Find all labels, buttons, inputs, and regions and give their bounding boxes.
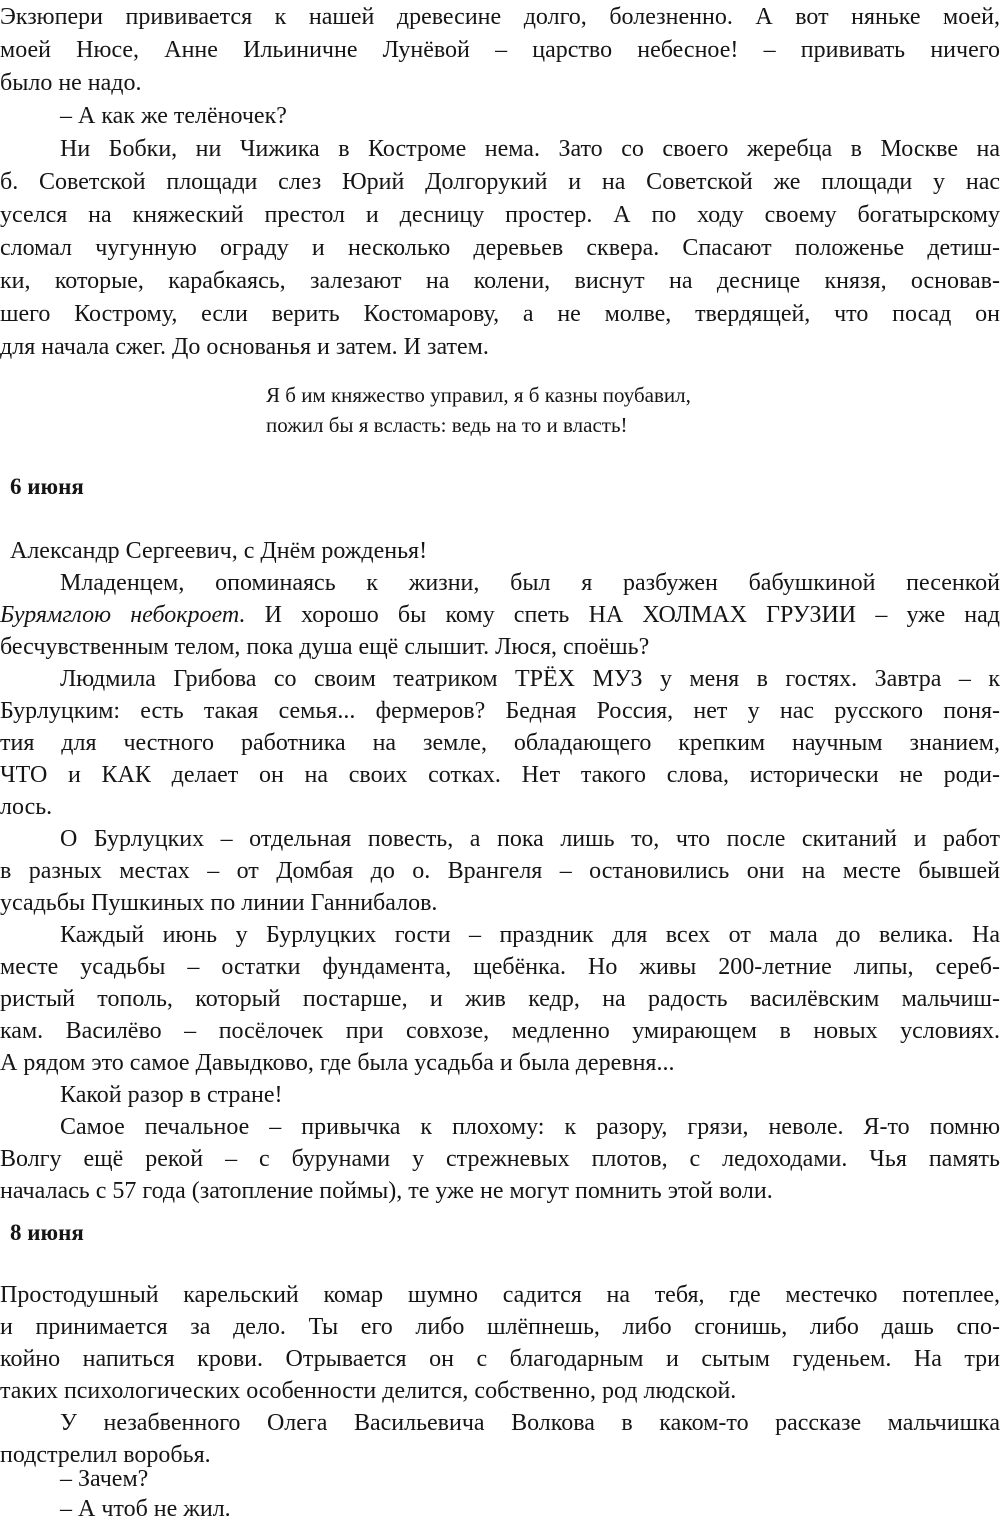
text-line: уселся на княжеский престол и десницу простер. А по ходу своему богатырскому [0, 202, 1000, 228]
text-line: А рядом это самое Давыдково, где была усадьба и была деревня... [0, 1050, 675, 1076]
dialogue-line: – А как же телёночек? [60, 103, 287, 129]
text-line: началась с 57 года (затопление поймы), те уже не могут помнить этой воли. [0, 1178, 773, 1204]
text-line: ЧТО и КАК делает он на своих сотках. Нет такого слова, исторически не роди- [0, 762, 1000, 788]
text-line: Каждый июнь у Бурлуцких гости – праздник для всех от мала до велика. На [60, 922, 1000, 948]
text-line: лось. [0, 794, 53, 820]
date-heading: 8 июня [10, 1220, 84, 1245]
text-line: Ни Бобки, ни Чижика в Костроме нема. Зато со своего жеребца в Москве на [60, 136, 1000, 162]
text-line: У незабвенного Олега Васильевича Волкова в каком-то рассказе мальчишка [60, 1410, 1000, 1436]
text-line: для начала сжег. До основанья и затем. И затем. [0, 334, 489, 360]
text-line: О Бурлуцких – отдельная повесть, а пока лишь то, что после скитаний и работ [60, 826, 1000, 852]
text-line: ки, которые, карабкаясь, залезают на колени, виснут на деснице князя, основав- [0, 268, 1000, 294]
text-line: Людмила Грибова со своим театриком ТРЁХ МУЗ у меня в гостях. Завтра – к [60, 666, 1000, 692]
text-line: моей Нюсе, Анне Ильиничне Лунёвой – царство небесное! – прививать ничего [0, 37, 1000, 63]
date-heading: 6 июня [10, 474, 84, 499]
text-line: таких психологических особенности делится, собственно, род людской. [0, 1378, 737, 1404]
text-line: шего Кострому, если верить Костомарову, а не молве, твердящей, что посад он [0, 301, 1000, 327]
text-line: Младенцем, опоминаясь к жизни, был я разбужен бабушкиной песенкой [60, 570, 1000, 596]
song-title: Бурямглою небокроет. [0, 602, 246, 628]
text-line: Самое печальное – привычка к плохому: к разору, грязи, неволе. Я-то помню [60, 1114, 1000, 1140]
verse-line: пожил бы я всласть: ведь на то и власть! [266, 413, 628, 437]
text-line: и принимается за дело. Ты его либо шлёпнешь, либо сгонишь, либо дашь спо- [0, 1314, 1000, 1340]
text-line: в разных местах – от Домбая до о. Врангеля – остановились они на месте бывшей [0, 858, 1000, 884]
text-line: Бурлуцким: есть такая семья... фермеров? Бедная Россия, нет у нас русского поня- [0, 698, 1000, 724]
text-line: Экзюпери прививается к нашей древесине долго, болезненно. А вот няньке моей, [0, 4, 1000, 30]
text-line: Какой разор в стране! [60, 1082, 283, 1108]
text-span: И хорошо бы кому спеть НА ХОЛМАХ ГРУЗИИ – уже над [245, 602, 1000, 628]
text-line: Простодушный карельский комар шумно садится на тебя, где местечко потеплее, [0, 1282, 1000, 1308]
text-line: было не надо. [0, 70, 142, 96]
text-line: подстрелил воробья. [0, 1442, 211, 1468]
verse-line: Я б им княжество управил, я б казны поубавил, [266, 383, 691, 407]
text-line: б. Советской площади слез Юрий Долгорукий и на Советской же площади у нас [0, 169, 1000, 195]
text-line: койно напиться крови. Отрывается он с благодарным и сытым гуденьем. На три [0, 1346, 1000, 1372]
text-line: тия для честного работника на земле, обладающего крепким научным знанием, [0, 730, 1000, 756]
text-line: ристый тополь, который постарше, и жив кедр, на радость василёвским мальчиш- [0, 986, 1000, 1012]
text-line: бесчувственным телом, пока душа ещё слышит. Люся, споёшь? [0, 634, 650, 660]
text-line: месте усадьбы – остатки фундамента, щебёнка. Но живы 200-летние липы, сереб- [0, 954, 1000, 980]
dialogue-line: – А чтоб не жил. [60, 1496, 231, 1522]
text-line [0, 598, 1000, 632]
text-line: кам. Василёво – посёлочек при совхозе, медленно умирающем в новых условиях. [0, 1018, 1000, 1044]
text-line: сломал чугунную ограду и несколько деревьев сквера. Спасают положенье детиш- [0, 235, 1000, 261]
text-line: усадьбы Пушкиных по линии Ганнибалов. [0, 890, 438, 916]
text-line: Волгу ещё рекой – с бурунами у стрежневых плотов, с ледоходами. Чья память [0, 1146, 1000, 1172]
dialogue-line: – Зачем? [60, 1466, 149, 1492]
greeting-line: Александр Сергеевич, с Днём рожденья! [10, 538, 428, 564]
